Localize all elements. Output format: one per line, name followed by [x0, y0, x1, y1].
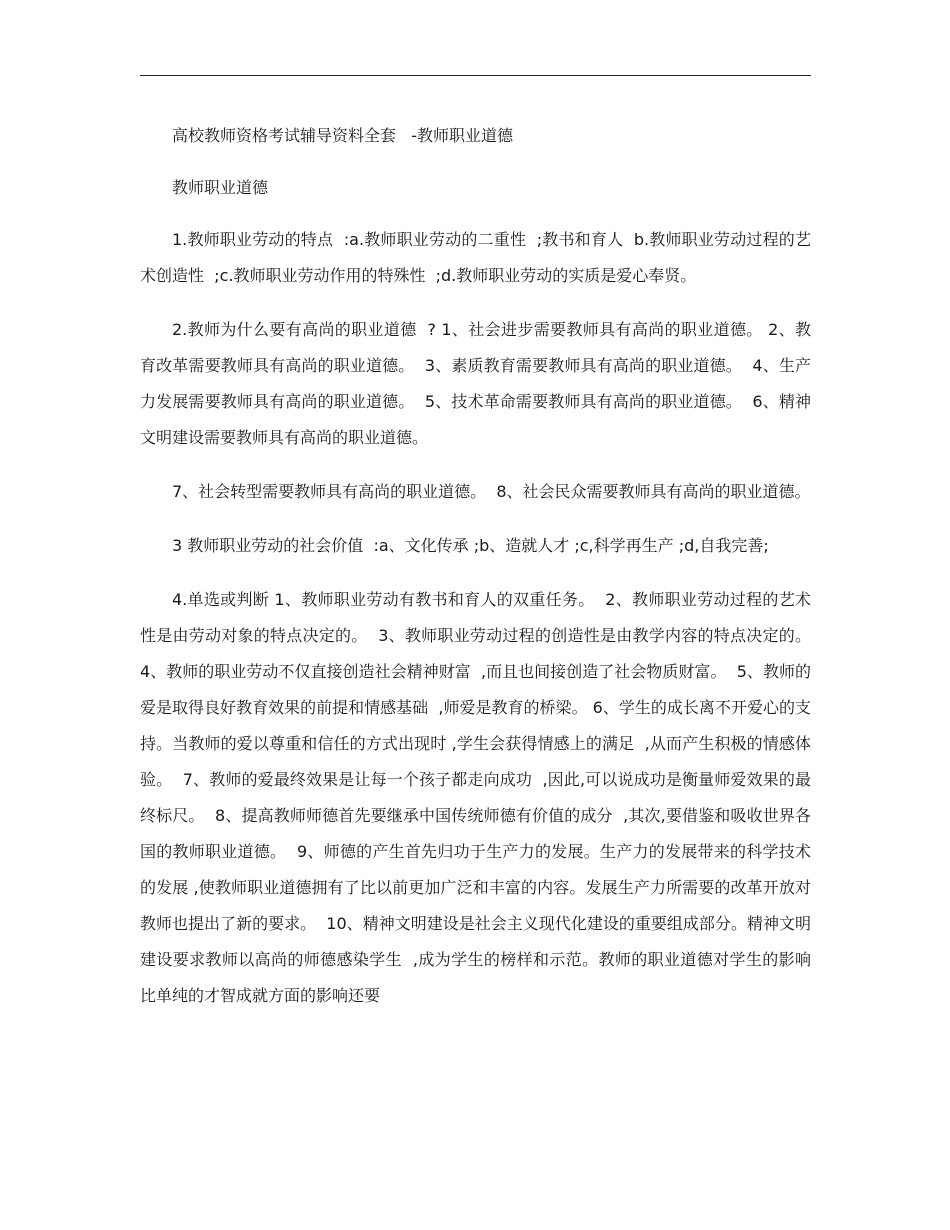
paragraph-work-characteristics: 1.教师职业劳动的特点 :a.教师职业劳动的二重性 ;教书和育人 b.教师职业劳动过程的艺术创造性 ;c.教师职业劳动作用的特殊性 ;d.教师职业劳动的实质是爱心奉贤。 [140, 230, 811, 285]
header-rule [140, 75, 811, 76]
document-title: 高校教师资格考试辅导资料全套 -教师职业道德 [172, 126, 514, 145]
document-body [140, 118, 822, 1032]
section-heading: 教师职业道德 [172, 178, 269, 197]
paragraph-single-choice: 4.单选或判断 1、教师职业劳动有教书和育人的双重任务。 2、教师职业劳动过程的艺术性是由劳动对象的特点决定的。 3、教师职业劳动过程的创造性是由教学内容的特点决定的。 4、教师的职业劳动不仅直接创造社会精神财富 ,而且也间接创造了社会物质财富。 5、教师的爱是取得良好教育效果的前提和情感基础 ,师爱是教育的桥梁。 6、学生的成长离不开爱心的支持。当教师的爱以尊重和信任的方式出现时 ,学生会获得情感上的满足 ,从而产生积极的情感体验。 7、教师的爱最终效果是让每一个孩子都走向成功 ,因此,可以说成功是衡量师爱效果的最终标尺。 8、提高教师师德首先要继承中国传统师德有价值的成分 ,其次,要借鉴和吸收世界各国的教师职业道德。 9、师德的产生首先归功于生产力的发展。生产力的发展带来的科学技术的发展 ,使教师职业道德拥有了比以前更加广泛和丰富的内容。发展生产力所需要的改革开放对教师也提出了新的要求。 10、精神文明建设是社会主义现代化建设的重要组成部分。精神文明建设要求教师以高尚的师德感染学生 ,成为学生的榜样和示范。教师的职业道德对学生的影响比单纯的才智成就方面的影响还要 [140, 590, 822, 1005]
paragraph-social-value: 3 教师职业劳动的社会价值 :a、文化传承 ;b、造就人才 ;c,科学再生产 ;d,自我完善; [172, 536, 769, 555]
paragraph-social-transition: 7、社会转型需要教师具有高尚的职业道德。 8、社会民众需要教师具有高尚的职业道德。 [172, 482, 811, 501]
paragraph-why-noble-ethics: 2.教师为什么要有高尚的职业道德 ? 1、社会进步需要教师具有高尚的职业道德。 2、教育改革需要教师具有高尚的职业道德。 3、素质教育需要教师具有高尚的职业道德。 4、生产力发展需要教师具有高尚的职业道德。 5、技术革命需要教师具有高尚的职业道德。 6、精神文明建设需要教师具有高尚的职业道德。 [140, 320, 811, 447]
